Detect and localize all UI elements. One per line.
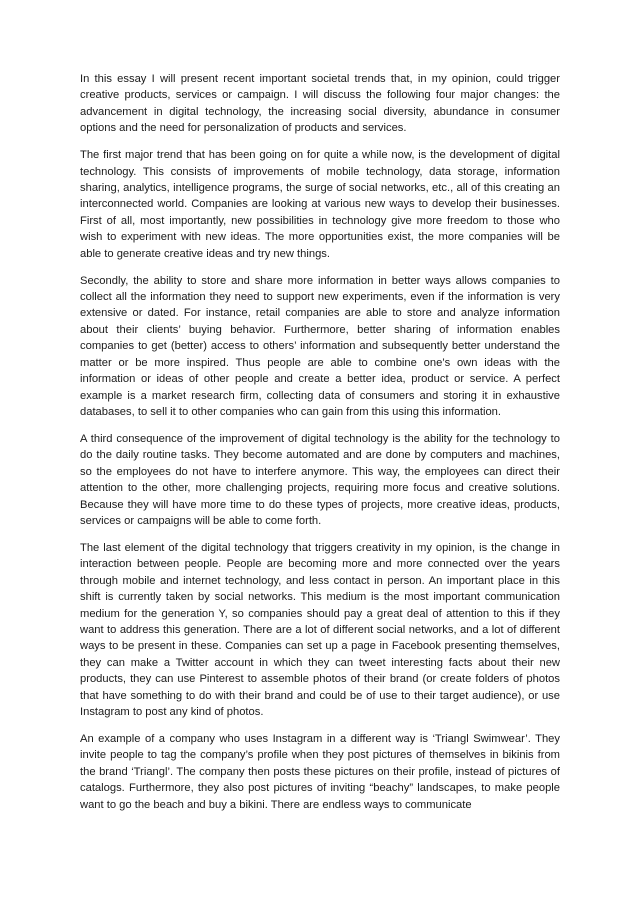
paragraph-first-trend: The first major trend that has been going on for quite a while now, is the development of digital technology. This consists of improvements of mobile technology, data storage, information sharing, analytics, intelligence programs, the surge of social networks, etc., all of this creating an interconnected world. Companies are looking at various new ways to develop their businesses. First of all, most importantly, new possibilities in technology give more freedom to those who wish to experiment with new ideas. The more opportunities exist, the more companies will be able to generate creative ideas and try new things. xyxy=(80,149,560,260)
paragraph-information-storage: Secondly, the ability to store and share more information in better ways allows companies to collect all the information they need to support new experiments, even if the information is very extensive or dated. For instance, retail companies are able to store and analyze information about their clients’ buying behavior. Furthermore, better sharing of information enables companies to get (better) access to others’ information and subsequently better understand the matter or be more inspired. Thus people are able to combine one’s own ideas with the information or ideas of other people and create a better idea, product or service. A perfect example is a market research firm, collecting data of consumers and storing it in exhaustive databases, to sell it to other companies who can gain from this using this information. xyxy=(80,274,560,418)
essay-body xyxy=(80,71,560,824)
paragraph-automation: A third consequence of the improvement of digital technology is the ability for the technology to do the daily routine tasks. They become automated and are done by computers and machines, so the employees do not have to interfere anymore. This way, the employees can direct their attention to the other, more challenging projects, requiring more focus and creative solutions. Because they will have more time to do these types of projects, more creative ideas, products, services or campaigns will be able to come forth. xyxy=(80,432,560,527)
paragraph-intro: In this essay I will present recent important societal trends that, in my opinion, could trigger creative products, services or campaign. I will discuss the following four major changes: the advancement in digital technology, the increasing social diversity, abundance in consumer options and the need for personalization of products and services. xyxy=(80,73,560,135)
paragraph-instagram-example: An example of a company who uses Instagram in a different way is ‘Triangl Swimwear’. They invite people to tag the company’s profile when they post pictures of themselves in bikinis from the brand ‘Triangl’. The company then posts these pictures on their profile, instead of pictures of catalogs. Furthermore, they also post pictures of inviting “beachy” landscapes, to make people want to go the beach and buy a bikini. There are endless ways to communicate xyxy=(80,733,560,811)
paragraph-interaction: The last element of the digital technology that triggers creativity in my opinion, is the change in interaction between people. People are becoming more and more connected over the years through mobile and internet technology, and less contact in person. An important place in this shift is currently taken by social networks. This medium is the most important communication medium for the generation Y, so companies should pay a great deal of attention to this if they want to address this generation. There are a lot of different social networks, and a lot of different ways to be present in these. Companies can set up a page in Facebook presenting themselves, they can make a Twitter account in which they can tweet interesting facts about their new products, they can use Pinterest to assemble photos of their brand (or create folders of photos that have something to do with their brand and could be of use to their target audience), or use Instagram to post any kind of photos. xyxy=(80,541,560,718)
